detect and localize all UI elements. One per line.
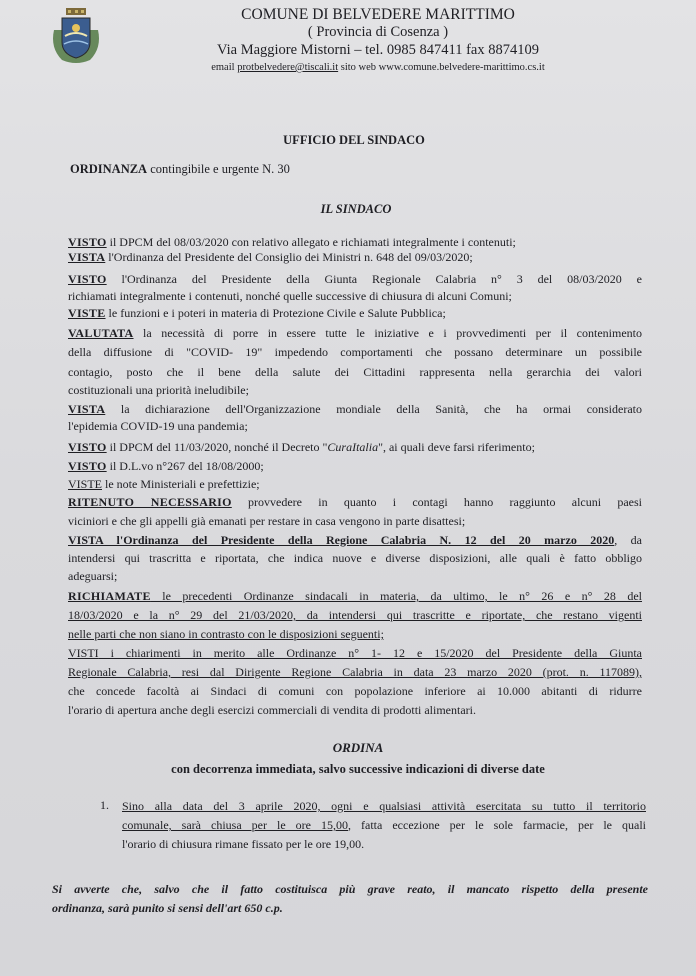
premise-line: VISTE le note Ministeriali e prefettizie; [68,477,260,491]
premise-line: che concede facoltà ai Sindaci di comuni con popolazione inferiore ai 10.000 abitanti di ridurre [68,684,642,698]
premise-line: Regionale Calabria, resi dal Dirigente Regione Calabria in data 23 marzo 2020 (prot. n. 117089), [68,665,642,679]
header-provincia: ( Provincia di Cosenza ) [307,24,449,40]
warning-line: ordinanza, sarà punito si sensi dell'art 650 c.p. [52,901,283,915]
premise-line: VISTO l'Ordinanza del Presidente della Giunta Regionale Calabria n° 3 del 08/03/2020 e [68,272,642,286]
mayor-heading: IL SINDACO [320,202,392,216]
header-contacts [30,62,696,73]
premise-line: l'epidemia COVID-19 una pandemia; [68,419,248,433]
header-comune: COMUNE DI BELVEDERE MARITTIMO [241,6,515,23]
premise-line: VISTA l'Ordinanza del Presidente del Consiglio dei Ministri n. 648 del 09/03/2020; [68,250,473,264]
email-label: email [211,62,235,73]
premise-line: VISTO il DPCM del 08/03/2020 con relativo allegato e richiamati integralmente i contenuti; [68,235,516,249]
premise-line: viciniori e che gli appelli già emanati per restare in casa vengono in parte disattesi; [68,514,466,528]
premise-line: intendersi qui trascritta e riportata, che indica nuove e diverse disposizioni, alle quali è fatto obbligo [68,551,642,565]
premise-line: RICHIAMATE le precedenti Ordinanze sindacali in materia, da ultimo, le n° 26 e n° 28 del [68,589,642,603]
premise-line: nelle parti che non siano in contrasto con le disposizioni seguenti; [68,627,384,641]
premise-line: contagio, posto che il bene della salute dei Cittadini rappresenta nella gerarchia dei valori [68,365,642,379]
item-number: 1. [100,798,109,812]
website-text: sito web www.comune.belvedere-marittimo.cs.it [340,62,545,73]
premise-line: VISTA la dichiarazione dell'Organizzazione mondiale della Sanità, che ha ormai considerato [68,402,642,416]
office-title: UFFICIO DEL SINDACO [283,133,425,147]
premise-line: 18/03/2020 e la n° 29 del 21/03/2020, da intendersi qui trascritte e riportate, che restano vigenti [68,608,642,622]
ordinance-number [70,162,290,177]
premise-line: VISTO il D.L.vo n°267 del 18/08/2000; [68,459,264,473]
premise-line: VALUTATA la necessità di porre in essere tutte le iniziative e i provvedimenti per il contenimento [68,326,642,340]
premise-line: RITENUTO NECESSARIO provvedere in quanto i contagi hanno raggiunto alcuni paesi [68,495,642,509]
item-line: Sino alla data del 3 aprile 2020, ogni e qualsiasi attività esercitata su tutto il territorio [122,799,646,813]
premise-line: l'orario di apertura anche degli esercizi commerciali di vendita di prodotti alimentari. [68,703,476,717]
premise-line: VISTI i chiarimenti in merito alle Ordinanze n° 1- 12 e 15/2020 del Presidente della Giunta [68,646,642,660]
premise-line: VISTO il DPCM del 11/03/2020, nonché il Decreto "CuraItalia", ai quali deve farsi riferimento; [68,440,535,454]
ordina-heading: ORDINA [332,740,384,755]
premise-line: VISTA l'Ordinanza del Presidente della Regione Calabria N. 12 del 20 marzo 2020, da [68,533,642,547]
premise-line: adeguarsi; [68,569,118,583]
premise-line: richiamati integralmente i contenuti, nonché quelle successive di chiusura di alcuni Comuni; [68,289,512,303]
premise-line: VISTE le funzioni e i poteri in materia di Protezione Civile e Salute Pubblica; [68,306,446,320]
item-line: l'orario di chiusura rimane fissato per le ore 19,00. [122,837,365,851]
decorrenza-line: con decorrenza immediata, salvo successive indicazioni di diverse date [171,762,545,776]
ordinance-label: ORDINANZA [70,162,148,176]
header-address: Via Maggiore Mistorni – tel. 0985 847411 fax 8874109 [217,42,539,58]
premise-line: costituzionali una priorità ineludibile; [68,383,249,397]
warning-line: Si avverte che, salvo che il fatto costituisca più grave reato, il mancato rispetto della presente [52,882,648,896]
item-line: comunale, sarà chiusa per le ore 15,00, fatta eccezione per le sole farmacie, per le quali [122,818,646,832]
ordinance-rest: contingibile e urgente N. 30 [150,162,290,176]
premise-line: della diffusione di "COVID- 19" impedendo comportamenti che possano determinare un possibile [68,345,642,359]
email-link[interactable]: protbelvedere@tiscali.it [237,62,339,73]
